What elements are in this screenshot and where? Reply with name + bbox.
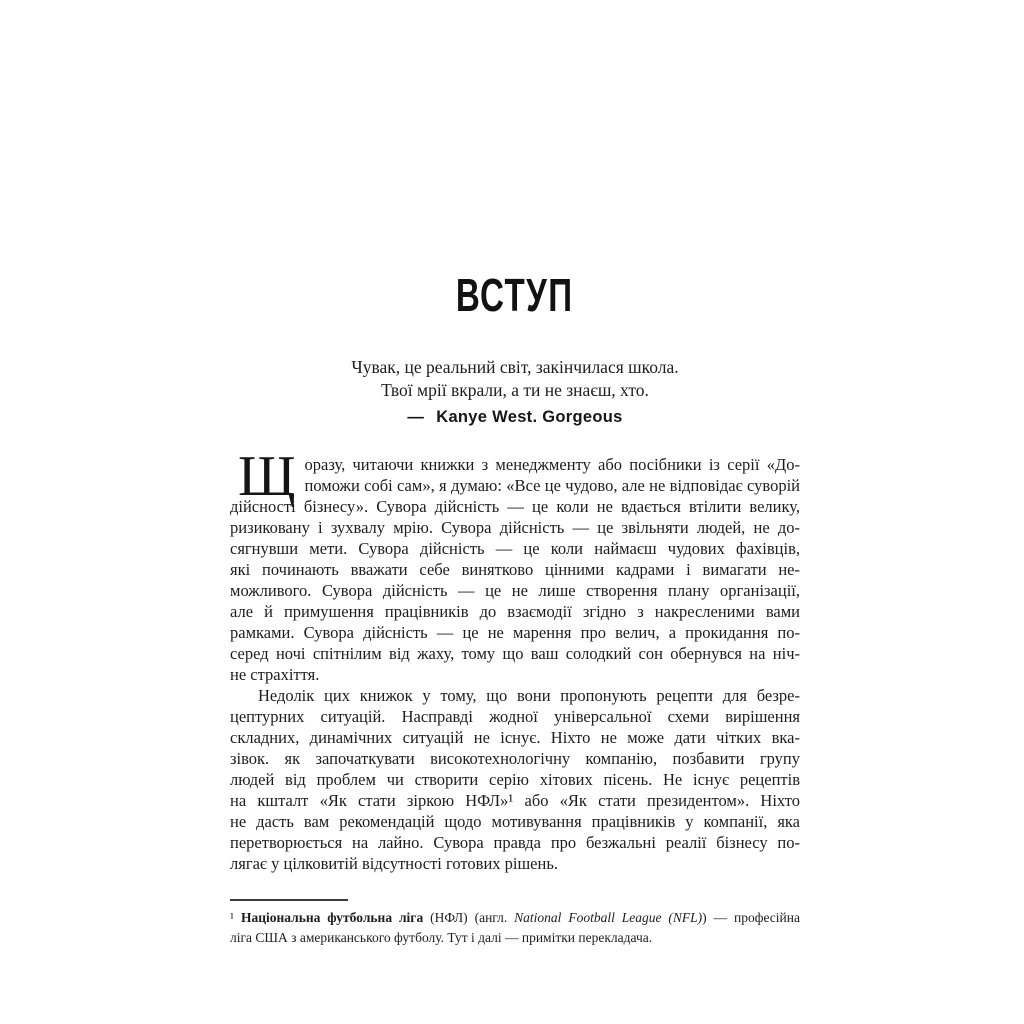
text-line: поможи собі сам», я думаю: «Все це чудово, але не відповідає суворій — [304, 476, 800, 495]
text-line: які починають вважати себе винятково цінними кадрами і вимагати не- — [230, 560, 800, 579]
chapter-title — [230, 269, 800, 330]
text-line: рамками. Сувора дійсність — це не марення про велич, а прокидання по- — [230, 623, 800, 642]
text-line: оразу, читаючи книжки з менеджменту або посібники із серії «До- — [304, 455, 800, 474]
text-line: ризиковану і зухвалу мрію. Сувора дійсність — це звільняти людей, не до- — [230, 518, 800, 537]
paragraph-1 — [230, 445, 800, 685]
text-line: людей від проблем чи створити серію хітових пісень. Не існує рецептів — [230, 770, 800, 789]
text-line: лягає у цілковитій відсутності готових рішень. — [230, 854, 558, 873]
text-line: дійсності бізнесу». Сувора дійсність — це коли не вдається втілити велику, — [230, 497, 800, 516]
body-text — [230, 445, 800, 874]
attribution-text: Kanye West. Gorgeous — [436, 408, 623, 426]
footnote-text: (НФЛ) (англ. — [423, 910, 515, 925]
text-line: Чувак, це реальний світ, закінчилася школа. — [351, 357, 679, 377]
paragraph-2 — [230, 685, 800, 874]
footnote-foreign-term: National Football League (NFL) — [514, 910, 703, 925]
attribution-dash: — — [407, 408, 425, 426]
text-line: сягнувши мети. Сувора дійсність — це коли наймаєш чудових фахівців, — [230, 539, 800, 558]
footnote — [230, 908, 800, 947]
text-line: цептурних ситуацій. Насправді жодної універсальної схеми вирішення — [230, 707, 800, 726]
epigraph-lines — [230, 356, 800, 402]
epigraph — [230, 356, 800, 429]
text-line: серед ночі спітнілим від жаху, тому що ваш солодкий сон обернувся на ніч- — [230, 644, 800, 663]
text-line: але й примушення працівників до взаємодії згідно з накресленими вами — [230, 602, 800, 621]
text-line: перетворюється на лайно. Сувора правда про безжальні реалії бізнесу по- — [230, 833, 800, 852]
epigraph-attribution — [230, 406, 800, 429]
footnote-text: ліга США з американського футболу. Тут і далі — примітки перекладача. — [230, 929, 653, 945]
paragraph-1-lines — [230, 445, 800, 685]
footnote-line — [230, 908, 800, 928]
chapter-title-text: ВСТУП — [456, 269, 574, 321]
text-line: складних, динамічних ситуацій не існує. Ніхто не може дати чітких вка- — [230, 728, 800, 747]
text-line: Недолік цих книжок у тому, що вони пропонують рецепти для безре- — [258, 686, 800, 705]
text-line: не страхіття. — [230, 665, 320, 684]
paragraph-2-lines — [230, 685, 800, 874]
text-block — [230, 0, 800, 1024]
footnote-separator — [230, 899, 348, 901]
footnote-term: Національна футбольна ліга — [240, 910, 424, 925]
text-line: зівок. як започаткувати високотехнологічну компанію, позбавити групу — [230, 749, 800, 768]
footnote-line — [230, 928, 800, 948]
text-line: можливого. Сувора дійсність — це не лише створення плану організації, — [230, 581, 800, 600]
text-line: на кшталт «Як стати зіркою НФЛ»¹ або «Як стати президентом». Ніхто — [230, 791, 800, 810]
footnote-text: ) — професійна — [702, 910, 800, 925]
text-line: Твої мрії вкрали, а ти не знаєш, хто. — [381, 380, 649, 400]
text-line: не дасть вам рекомендацій щодо мотивування працівників у компанії, яка — [230, 812, 800, 831]
drop-cap: Щ — [238, 445, 296, 508]
footnote-marker: ¹ — [230, 910, 241, 925]
